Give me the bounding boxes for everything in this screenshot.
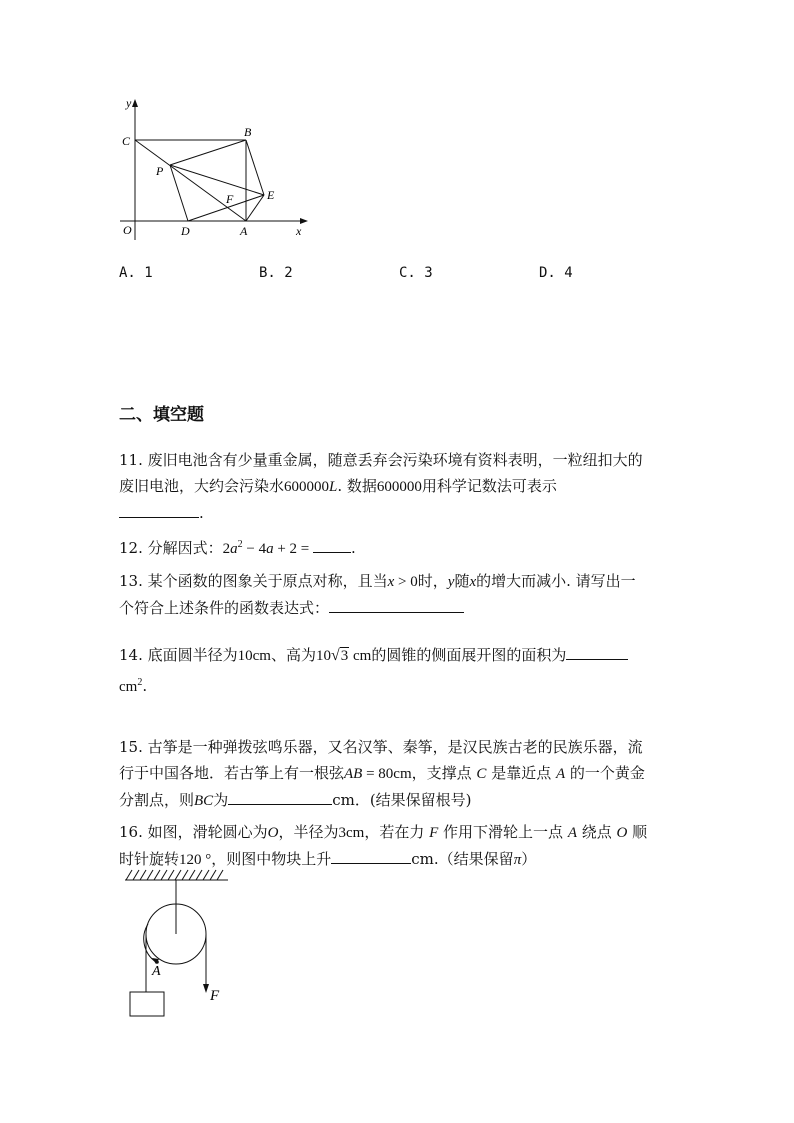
question-11: [119, 447, 679, 526]
choice-c: C. 3: [399, 265, 433, 281]
label-y: y: [126, 96, 132, 110]
q11-line3: .: [119, 500, 679, 526]
question-14: 14. 底面圆半径为10cm、高为10√3 cm的圆锥的侧面展开图的面积为 $cm^2$.: [119, 640, 679, 699]
pulley-figure: [120, 862, 240, 1022]
q13-answer-blank[interactable]: [329, 596, 464, 613]
y-arrow-icon: [132, 99, 138, 107]
q16-answer-blank[interactable]: [331, 847, 411, 864]
label-B: B: [244, 125, 252, 139]
label-C: C: [122, 134, 131, 148]
question-15: 15. 古筝是一种弹拨弦鸣乐器，又名汉筝、秦筝，是汉民族古老的民族乐器，流 行于中国各地．若古筝上有一根弦AB = 80cm，支撑点 C 是靠近点 A 的一个黄金 分割点，则BC为 cm．(结果保留根号): [119, 738, 645, 809]
section-title: 二、填空题: [119, 405, 204, 425]
q11-answer-blank[interactable]: [119, 501, 199, 518]
label-x: x: [296, 224, 302, 238]
question-13: 13. 某个函数的图象关于原点对称，且当x > 0时，y随x的增大而减小. 请写出一 个符合上述条件的函数表达式：: [119, 572, 636, 617]
choice-a: A. 1: [119, 265, 153, 281]
question-12: 12. 分解因式：$2a^2 - 4a + 2$ = .: [119, 532, 679, 562]
label-A-pulley: A: [152, 964, 161, 979]
geometry-figure: [110, 95, 310, 245]
label-E: E: [267, 188, 275, 202]
choice-b: B. 2: [259, 265, 293, 281]
label-O: O: [123, 223, 132, 237]
label-F-force: F: [210, 988, 220, 1004]
weight-block: [130, 992, 164, 1016]
label-F: F: [226, 192, 234, 206]
q14-answer-blank[interactable]: [566, 643, 628, 660]
q11-line2: 废旧电池，大约会污染水600000L. 数据600000用科学记数法可表示: [119, 477, 557, 495]
choice-d: D. 4: [539, 265, 573, 281]
ceiling-hatch: [126, 870, 223, 880]
label-A: A: [240, 224, 248, 238]
question-16: 16. 如图，滑轮圆心为O，半径为3cm，若在力 F 作用下滑轮上一点 A 绕点 O 顺 时针旋转120 °，则图中物块上升 cm.（结果保留π）: [119, 823, 648, 868]
q12-answer-blank[interactable]: [313, 536, 351, 553]
label-P: P: [156, 164, 164, 178]
force-arrow-icon: [203, 984, 209, 993]
sqrt-symbol: √3: [330, 647, 349, 664]
q15-answer-blank[interactable]: [228, 788, 332, 805]
q11-line1: 11. 废旧电池含有少量重金属，随意丢弃会污染环境有资料表明，一粒纽扣大的: [119, 451, 643, 469]
label-D: D: [181, 224, 190, 238]
